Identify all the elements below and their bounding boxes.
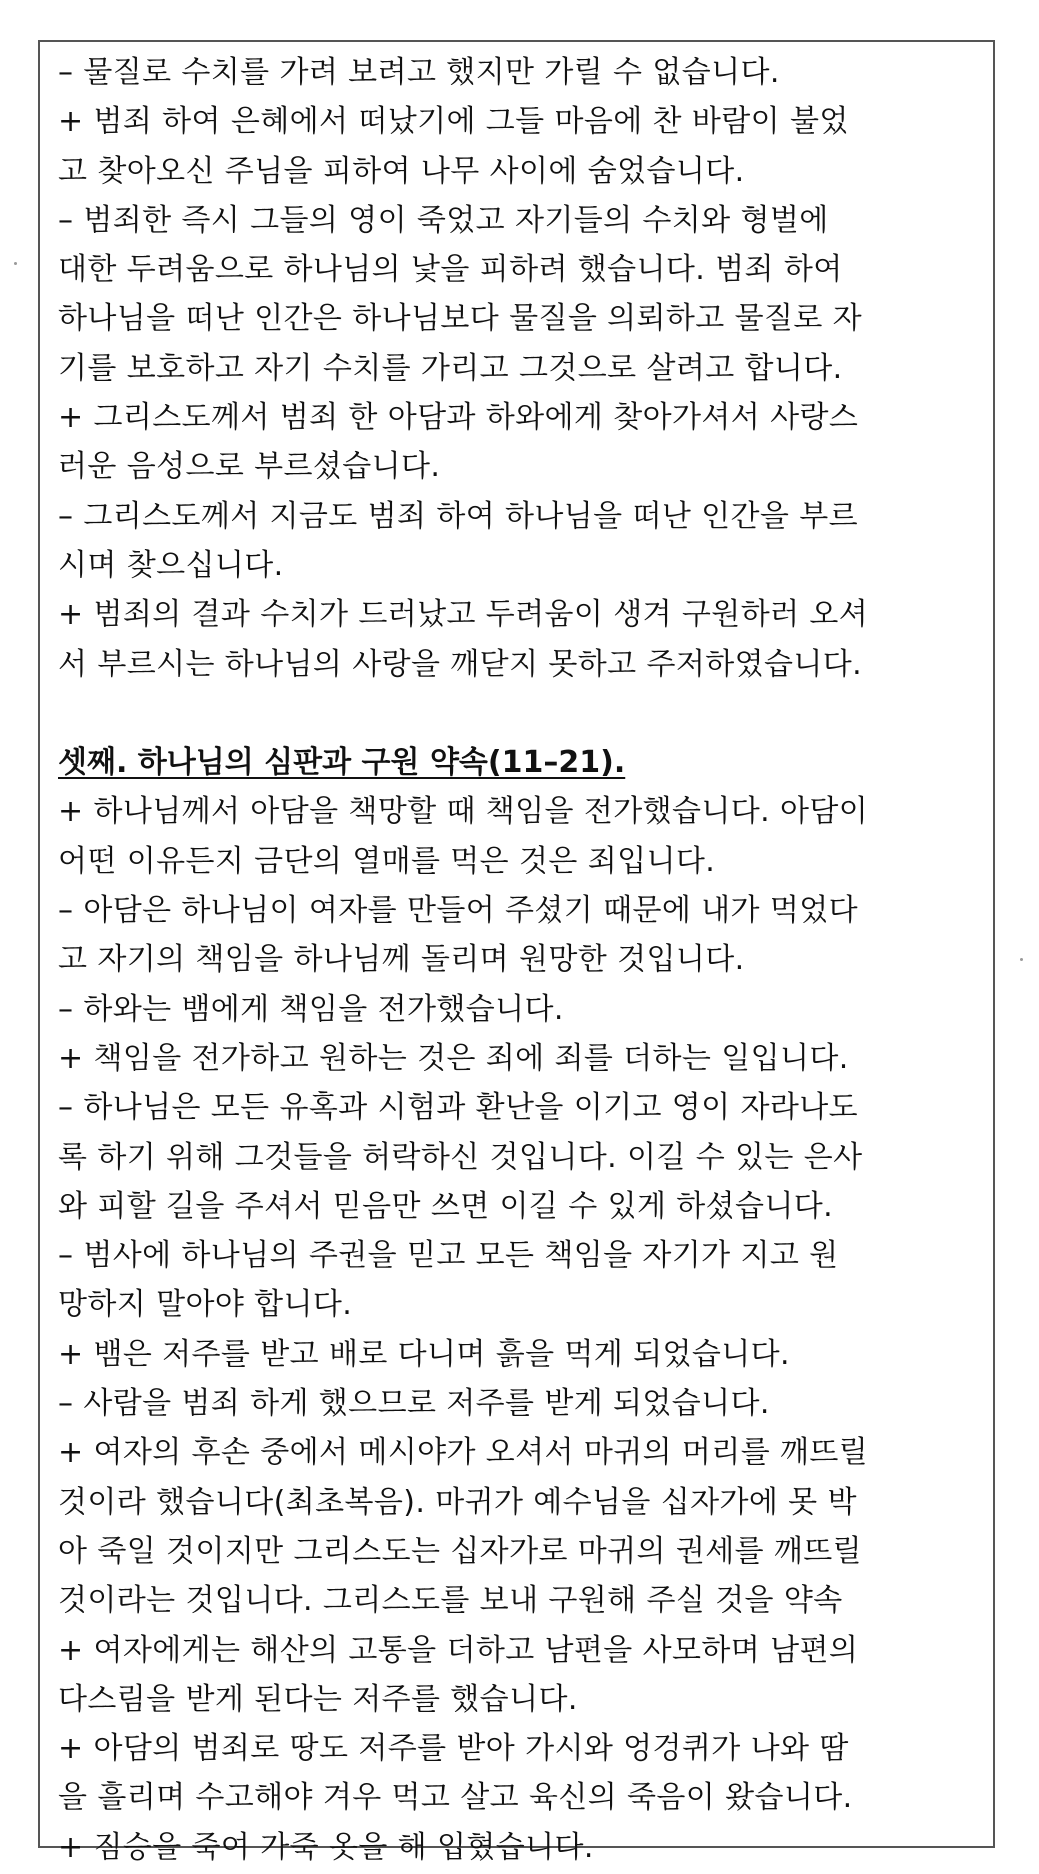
text-line: 아 죽일 것이지만 그리스도는 십자가로 마귀의 권세를 깨뜨릴 [58, 1533, 863, 1569]
text-line: + 여자의 후손 중에서 메시야가 오셔서 마귀의 머리를 깨뜨릴 [58, 1435, 869, 1471]
text-line: 대한 두려움으로 하나님의 낯을 피하려 했습니다. 범죄 하여 [58, 252, 843, 288]
text-line: – 그리스도께서 지금도 범죄 하여 하나님을 떠난 인간을 부르 [58, 498, 859, 534]
text-line: – 아담은 하나님이 여자를 만들어 주셨기 때문에 내가 먹었다 [58, 893, 859, 929]
document-body [58, 48, 979, 1872]
text-line: 고 찾아오신 주님을 피하여 나무 사이에 숨었습니다. [58, 153, 745, 189]
text-line: + 범죄 하여 은혜에서 떠났기에 그들 마음에 찬 바람이 불었 [58, 104, 849, 140]
text-line: + 뱀은 저주를 받고 배로 다니며 흙을 먹게 되었습니다. [58, 1336, 790, 1372]
text-line: 것이라는 것입니다. 그리스도를 보내 구원해 주실 것을 약속 [58, 1583, 843, 1619]
text-line: 것이라 했습니다(최초복음). 마귀가 예수님을 십자가에 못 박 [58, 1484, 857, 1520]
scan-speck [14, 262, 17, 265]
text-line: + 책임을 전가하고 원하는 것은 죄에 죄를 더하는 일입니다. [58, 1040, 849, 1076]
text-line: 망하지 말아야 합니다. [58, 1287, 353, 1323]
text-line: + 아담의 범죄로 땅도 저주를 받아 가시와 엉겅퀴가 나와 땀 [58, 1731, 849, 1767]
document-page [38, 40, 995, 1865]
blank-line [58, 689, 979, 738]
text-line: 을 흘리며 수고해야 겨우 먹고 살고 육신의 죽음이 왔습니다. [58, 1780, 853, 1816]
text-line: 기를 보호하고 자기 수치를 가리고 그것으로 살려고 합니다. [58, 350, 843, 386]
text-line: 고 자기의 책임을 하나님께 돌리며 원망한 것입니다. [58, 942, 745, 978]
text-line: 서 부르시는 하나님의 사랑을 깨닫지 못하고 주저하였습니다. [58, 646, 863, 682]
text-line: 와 피할 길을 주셔서 믿음만 쓰면 이길 수 있게 하셨습니다. [58, 1188, 834, 1224]
text-line: 다스림을 받게 된다는 저주를 했습니다. [58, 1681, 578, 1717]
section-heading [58, 738, 979, 787]
text-line: – 하와는 뱀에게 책임을 전가했습니다. [58, 991, 564, 1027]
text-line: – 물질로 수치를 가려 보려고 했지만 가릴 수 없습니다. [58, 55, 780, 90]
section-heading-text: 셋째. 하나님의 심판과 구원 약속(11–21). [58, 745, 626, 781]
text-line: 록 하기 위해 그것들을 허락하신 것입니다. 이길 수 있는 은사 [58, 1139, 863, 1175]
text-line: 러운 음성으로 부르셨습니다. [58, 449, 441, 485]
text-line: 어떤 이유든지 금단의 열매를 먹은 것은 죄입니다. [58, 843, 716, 879]
text-line: 하나님을 떠난 인간은 하나님보다 물질을 의뢰하고 물질로 자 [58, 301, 863, 337]
text-line: + 그리스도께서 범죄 한 아담과 하와에게 찾아가셔서 사랑스 [58, 400, 859, 436]
text-line: 시며 찾으십니다. [58, 547, 284, 583]
text-line: – 범죄한 즉시 그들의 영이 죽었고 자기들의 수치와 형벌에 [58, 202, 829, 238]
scan-speck [1020, 958, 1023, 961]
text-line: + 범죄의 결과 수치가 드러났고 두려움이 생겨 구원하러 오셔 [58, 597, 869, 633]
text-line: – 사람을 범죄 하게 했으므로 저주를 받게 되었습니다. [58, 1386, 770, 1422]
text-line: + 여자에게는 해산의 고통을 더하고 남편을 사모하며 남편의 [58, 1632, 859, 1668]
text-line: – 범사에 하나님의 주권을 믿고 모든 책임을 자기가 지고 원 [58, 1238, 839, 1274]
text-line: + 짐승을 죽여 가죽 옷을 해 입혔습니다. [58, 1829, 594, 1865]
text-line: + 하나님께서 아담을 책망할 때 책임을 전가했습니다. 아담이 [58, 794, 869, 830]
text-line: – 하나님은 모든 유혹과 시험과 환난을 이기고 영이 자라나도 [58, 1090, 859, 1126]
